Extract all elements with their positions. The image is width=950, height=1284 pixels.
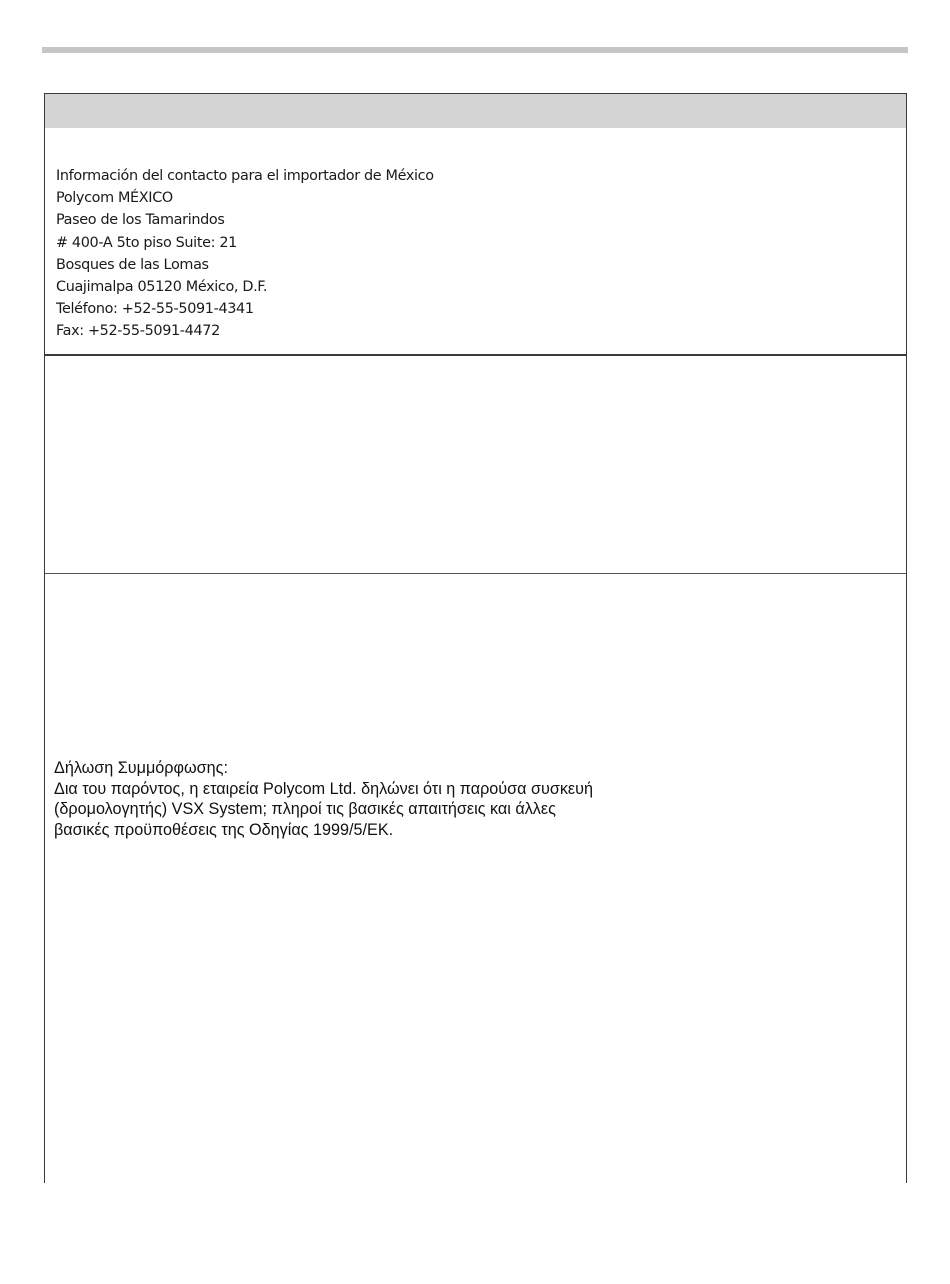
- mexico-suite: # 400-A 5to piso Suite: 21: [56, 234, 237, 251]
- regulatory-table: [44, 93, 907, 1183]
- mexico-district: Bosques de las Lomas: [56, 256, 209, 273]
- mexico-phone: Teléfono: +52-55-5091-4341: [56, 301, 254, 318]
- greek-declaration-title: Δήλωση Συμμόρφωσης:: [54, 759, 228, 777]
- mexico-street: Paseo de los Tamarindos: [56, 212, 225, 229]
- mexico-contact-heading: Información del contacto para el importador de México: [56, 168, 434, 184]
- row-divider: [45, 573, 906, 574]
- greek-declaration-line: Δια του παρόντος, η εταιρεία Polycom Ltd. δηλώνει ότι η παρούσα συσκευή: [54, 779, 593, 798]
- mexico-city: Cuajimalpa 05120 México, D.F.: [56, 279, 268, 296]
- mexico-fax: Fax: +52-55-5091-4472: [56, 323, 220, 340]
- table-header-band: [45, 94, 906, 128]
- greek-declaration-line: βασικές προϋποθέσεις της Οδηγίας 1999/5/ΕΚ.: [54, 820, 394, 839]
- greek-declaration-line: (δρομολογητής) VSX System; πληροί τις βασικές απαιτήσεις και άλλες: [54, 800, 556, 818]
- row-divider: [45, 354, 906, 356]
- greek-declaration-of-conformity: [54, 758, 593, 840]
- top-rule: [42, 47, 908, 53]
- mexico-importer-contact: [56, 165, 434, 343]
- mexico-company-name: Polycom MÉXICO: [56, 190, 173, 207]
